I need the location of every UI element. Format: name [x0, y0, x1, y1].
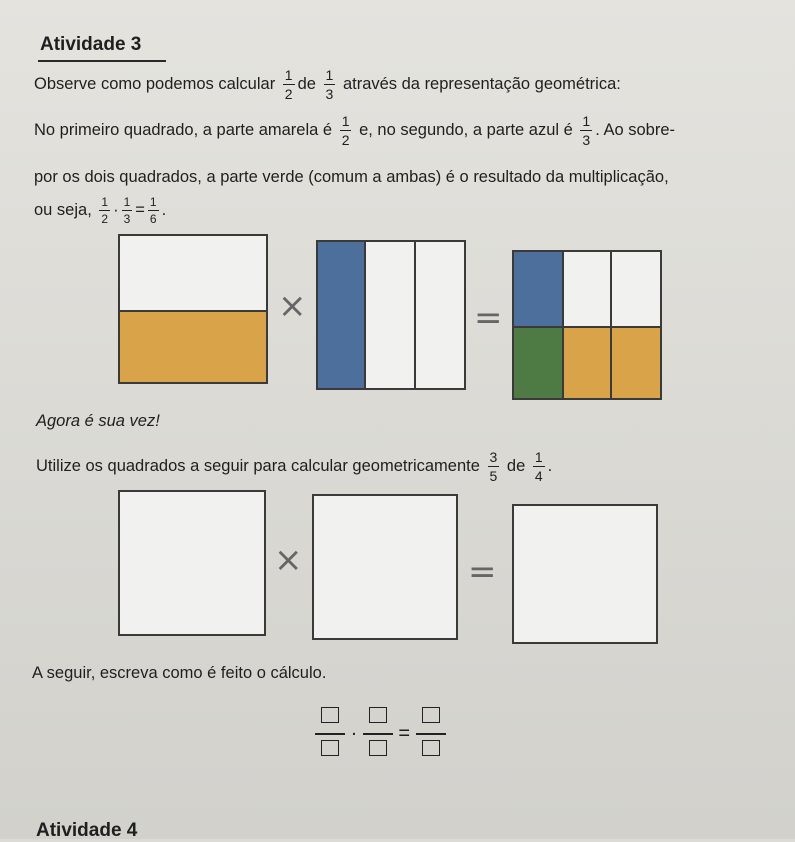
next-activity-title: Atividade 4 — [36, 820, 138, 841]
intro-line-3: por os dois quadrados, a parte verde (comum a ambas) é o resultado da multiplicação, — [34, 168, 669, 186]
fraction — [340, 114, 352, 147]
equals-sign: = — [468, 552, 497, 592]
divider — [610, 252, 612, 398]
divider — [514, 326, 660, 328]
denominator: 2 — [341, 132, 350, 148]
intro-line-2 — [34, 114, 675, 147]
divider — [562, 252, 564, 398]
intro-text: . Ao sobre- — [595, 120, 676, 139]
answer-fraction-1 — [315, 706, 345, 762]
fraction — [580, 114, 592, 147]
numerator: 3 — [489, 449, 498, 465]
intro-text: e, no segundo, a parte azul é — [359, 120, 573, 139]
intro-line-1 — [34, 68, 621, 101]
empty-square-2[interactable] — [312, 494, 458, 640]
thirds-square — [316, 240, 466, 390]
numerator: 1 — [284, 67, 293, 83]
numerator: 1 — [101, 195, 109, 209]
fraction — [488, 450, 500, 483]
times-sign: × — [278, 286, 307, 326]
intro-line-4 — [34, 196, 166, 225]
fraction — [122, 196, 133, 225]
numerator: 1 — [325, 67, 334, 83]
fraction — [533, 450, 545, 483]
numerator-box[interactable] — [369, 707, 387, 723]
yellow-half — [120, 310, 266, 382]
instruction-text: Utilize os quadrados a seguir para calcular geometricamente — [36, 456, 480, 475]
numerator: 1 — [149, 195, 157, 209]
period: . — [161, 200, 167, 219]
dot-operator: · — [113, 200, 119, 219]
blue-region — [514, 252, 562, 326]
divider — [414, 242, 416, 388]
denominator-box[interactable] — [369, 740, 387, 756]
numerator: 1 — [534, 449, 543, 465]
de-word: de — [506, 456, 526, 475]
answer-fraction-2 — [363, 706, 393, 762]
blue-third — [318, 242, 366, 388]
denominator: 2 — [284, 86, 293, 102]
dot-operator: · — [350, 722, 358, 745]
intro-text: ou seja, — [34, 200, 92, 219]
numerator-box[interactable] — [422, 707, 440, 723]
numerator: 1 — [123, 195, 131, 209]
denominator-box[interactable] — [321, 740, 339, 756]
equals-sign: = — [398, 722, 411, 745]
intro-text: No primeiro quadrado, a parte amarela é — [34, 120, 333, 139]
fraction — [283, 68, 295, 101]
fraction — [99, 196, 110, 225]
fraction-bar — [416, 733, 446, 735]
task-heading: Agora é sua vez! — [36, 412, 160, 430]
numerator: 1 — [582, 113, 591, 129]
denominator-box[interactable] — [422, 740, 440, 756]
write-instruction: A seguir, escreva como é feito o cálculo. — [32, 664, 327, 682]
task-instruction: Utilize os quadrados a seguir para calcular geometricamente $\frac{3}{5}$ de $\frac{1}{4}$ . — [36, 449, 553, 484]
denominator: 4 — [534, 468, 543, 484]
green-region — [514, 326, 562, 398]
fraction — [148, 196, 159, 225]
activity-title: Atividade 3 — [40, 34, 142, 55]
fraction — [324, 68, 336, 101]
empty-square-1[interactable] — [118, 490, 266, 636]
denominator: 6 — [149, 212, 157, 226]
fraction-bar — [315, 733, 345, 735]
equals-sign: = — [474, 298, 503, 338]
intro-text: Observe como podemos calcular — [34, 74, 276, 93]
fraction-bar — [363, 733, 393, 735]
times-sign: × — [274, 540, 303, 580]
answer-fraction-3 — [416, 706, 446, 762]
denominator: 2 — [101, 212, 109, 226]
half-square — [118, 234, 268, 384]
intro-text: através da representação geométrica: — [342, 74, 621, 93]
denominator: 3 — [582, 132, 591, 148]
answer-equation — [315, 706, 446, 762]
denominator: 5 — [489, 468, 498, 484]
result-square — [512, 250, 662, 400]
title-underline — [38, 60, 166, 62]
de-word: de — [297, 74, 316, 93]
numerator-box[interactable] — [321, 707, 339, 723]
equals-sign: = — [135, 200, 145, 219]
denominator: 3 — [123, 212, 131, 226]
denominator: 3 — [325, 86, 334, 102]
numerator: 1 — [341, 113, 350, 129]
empty-square-3[interactable] — [512, 504, 658, 644]
